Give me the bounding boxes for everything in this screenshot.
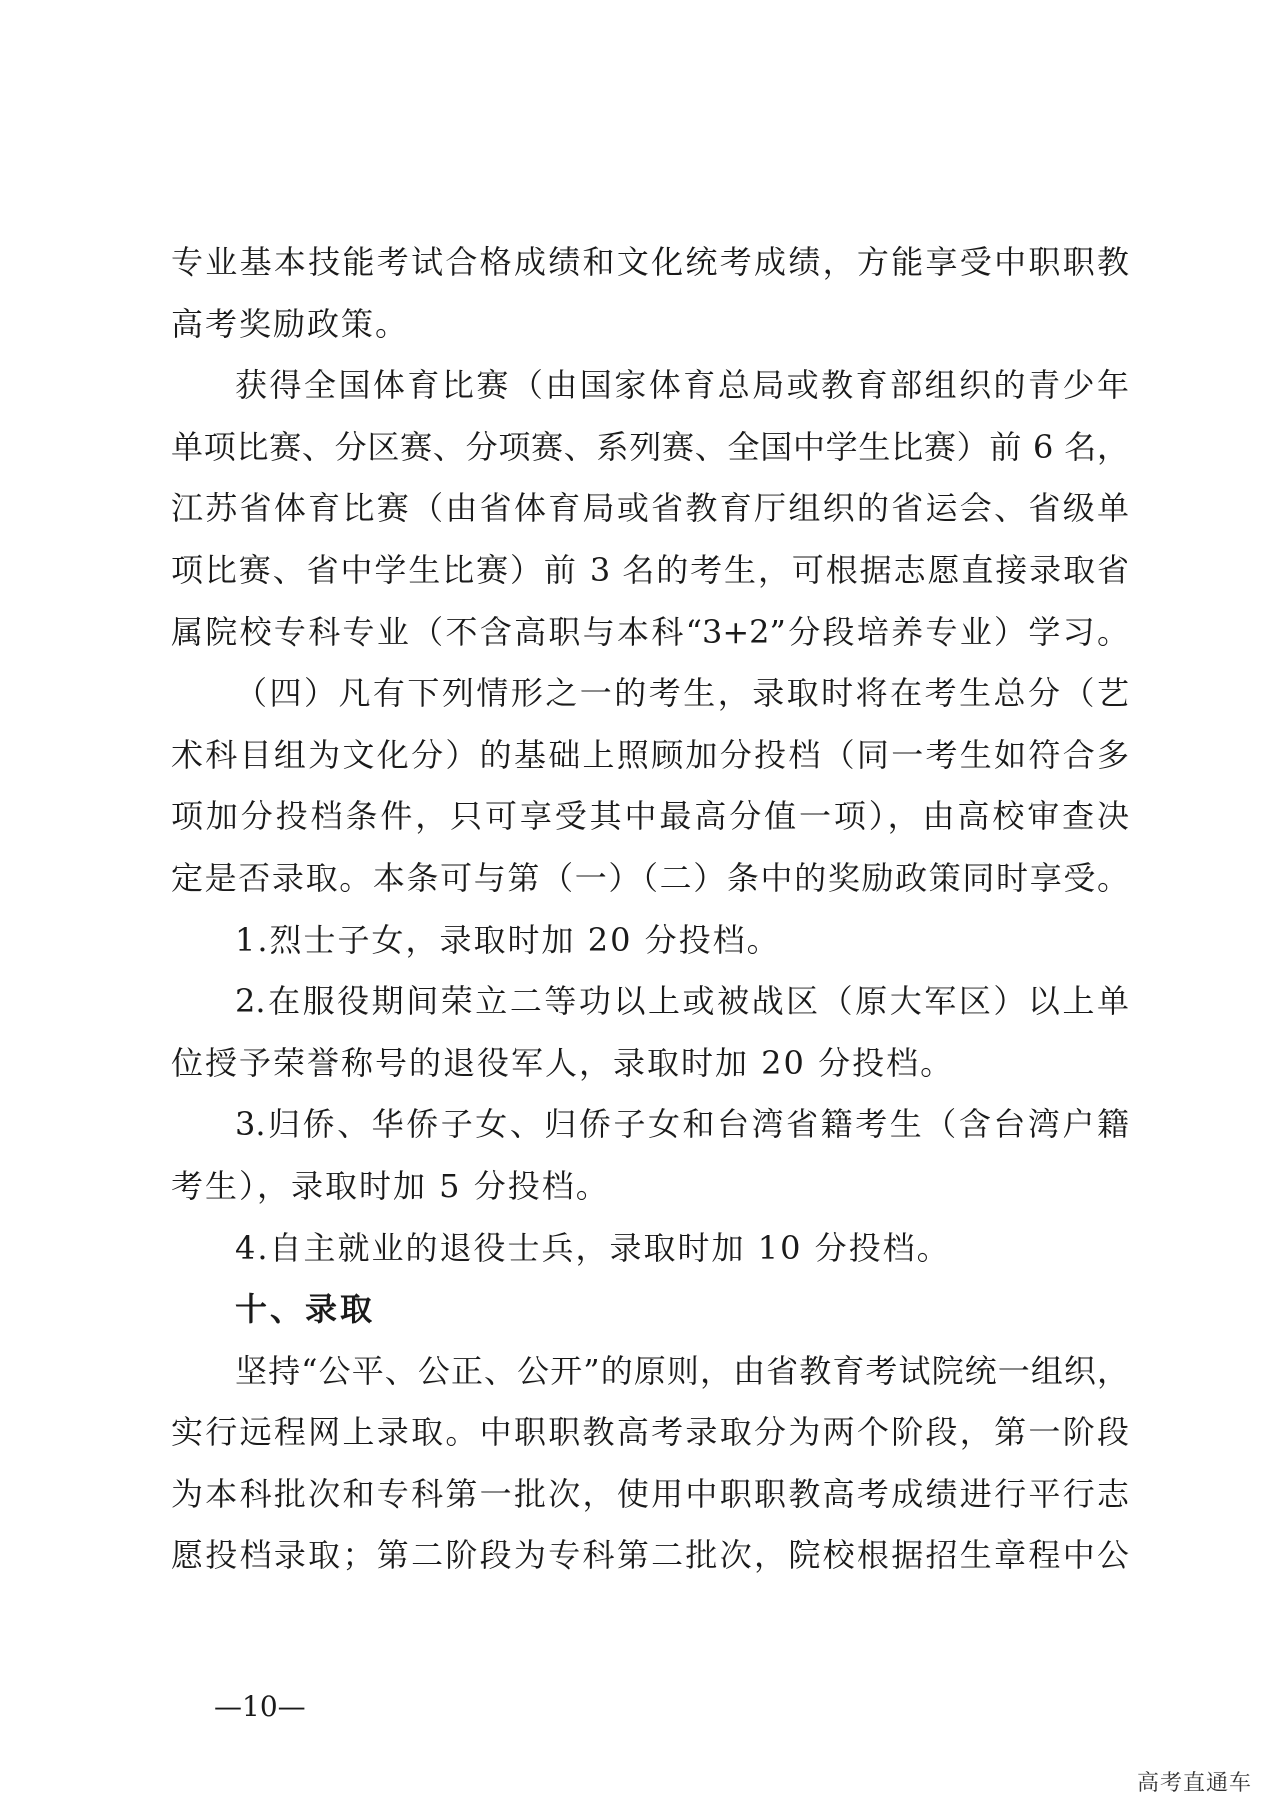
- text-line: 为本科批次和专科第一批次，使用中职职教高考成绩进行平行志: [171, 1474, 1129, 1513]
- text-line: 愿投档录取；第二阶段为专科第二批次，院校根据招生章程中公: [171, 1536, 1129, 1575]
- list-item-line: 1.烈士子女，录取时加 20 分投档。: [235, 920, 781, 959]
- text-line: 项比赛、省中学生比赛）前 3 名的考生，可根据志愿直接录取省: [171, 550, 1129, 589]
- watermark: 高考直通车: [1136, 1771, 1252, 1796]
- document-body: [171, 232, 1129, 1587]
- list-item-line: 3.归侨、华侨子女、归侨子女和台湾省籍考生（含台湾户籍: [235, 1105, 1129, 1144]
- text-line: 高考奖励政策。: [171, 304, 410, 343]
- paragraph-start-line: 坚持“公平、公正、公开”的原则，由省教育考试院统一组织，: [235, 1351, 1129, 1390]
- text-line: 江苏省体育比赛（由省体育局或省教育厅组织的省运会、省级单: [171, 489, 1129, 528]
- text-line: 定是否录取。本条可与第（一）（二）条中的奖励政策同时享受。: [171, 858, 1129, 897]
- list-item-line: 2.在服役期间荣立二等功以上或被战区（原大军区）以上单: [235, 982, 1129, 1021]
- section-heading: 十、录取: [235, 1290, 376, 1329]
- text-line: 项加分投档条件，只可享受其中最高分值一项），由高校审查决: [171, 797, 1129, 836]
- text-line: 考生），录取时加 5 分投档。: [171, 1166, 610, 1205]
- text-line: 实行远程网上录取。中职职教高考录取分为两个阶段，第一阶段: [171, 1413, 1129, 1452]
- text-line: 术科目组为文化分）的基础上照顾加分投档（同一考生如符合多: [171, 735, 1129, 774]
- text-line: 位授予荣誉称号的退役军人，录取时加 20 分投档。: [171, 1043, 955, 1082]
- list-item-line: 4.自主就业的退役士兵，录取时加 10 分投档。: [235, 1228, 951, 1267]
- text-line: 专业基本技能考试合格成绩和文化统考成绩，方能享受中职职教: [171, 243, 1129, 281]
- paragraph-start-line: 获得全国体育比赛（由国家体育总局或教育部组织的青少年: [235, 366, 1129, 405]
- text-line: 属院校专科专业（不含高职与本科“3+2”分段培养专业）学习。: [171, 612, 1129, 651]
- text-line: 单项比赛、分区赛、分项赛、系列赛、全国中学生比赛）前 6 名，: [171, 427, 1129, 466]
- paragraph-start-line: （四）凡有下列情形之一的考生，录取时将在考生总分（艺: [235, 674, 1129, 713]
- page-number: —10—: [214, 1690, 306, 1723]
